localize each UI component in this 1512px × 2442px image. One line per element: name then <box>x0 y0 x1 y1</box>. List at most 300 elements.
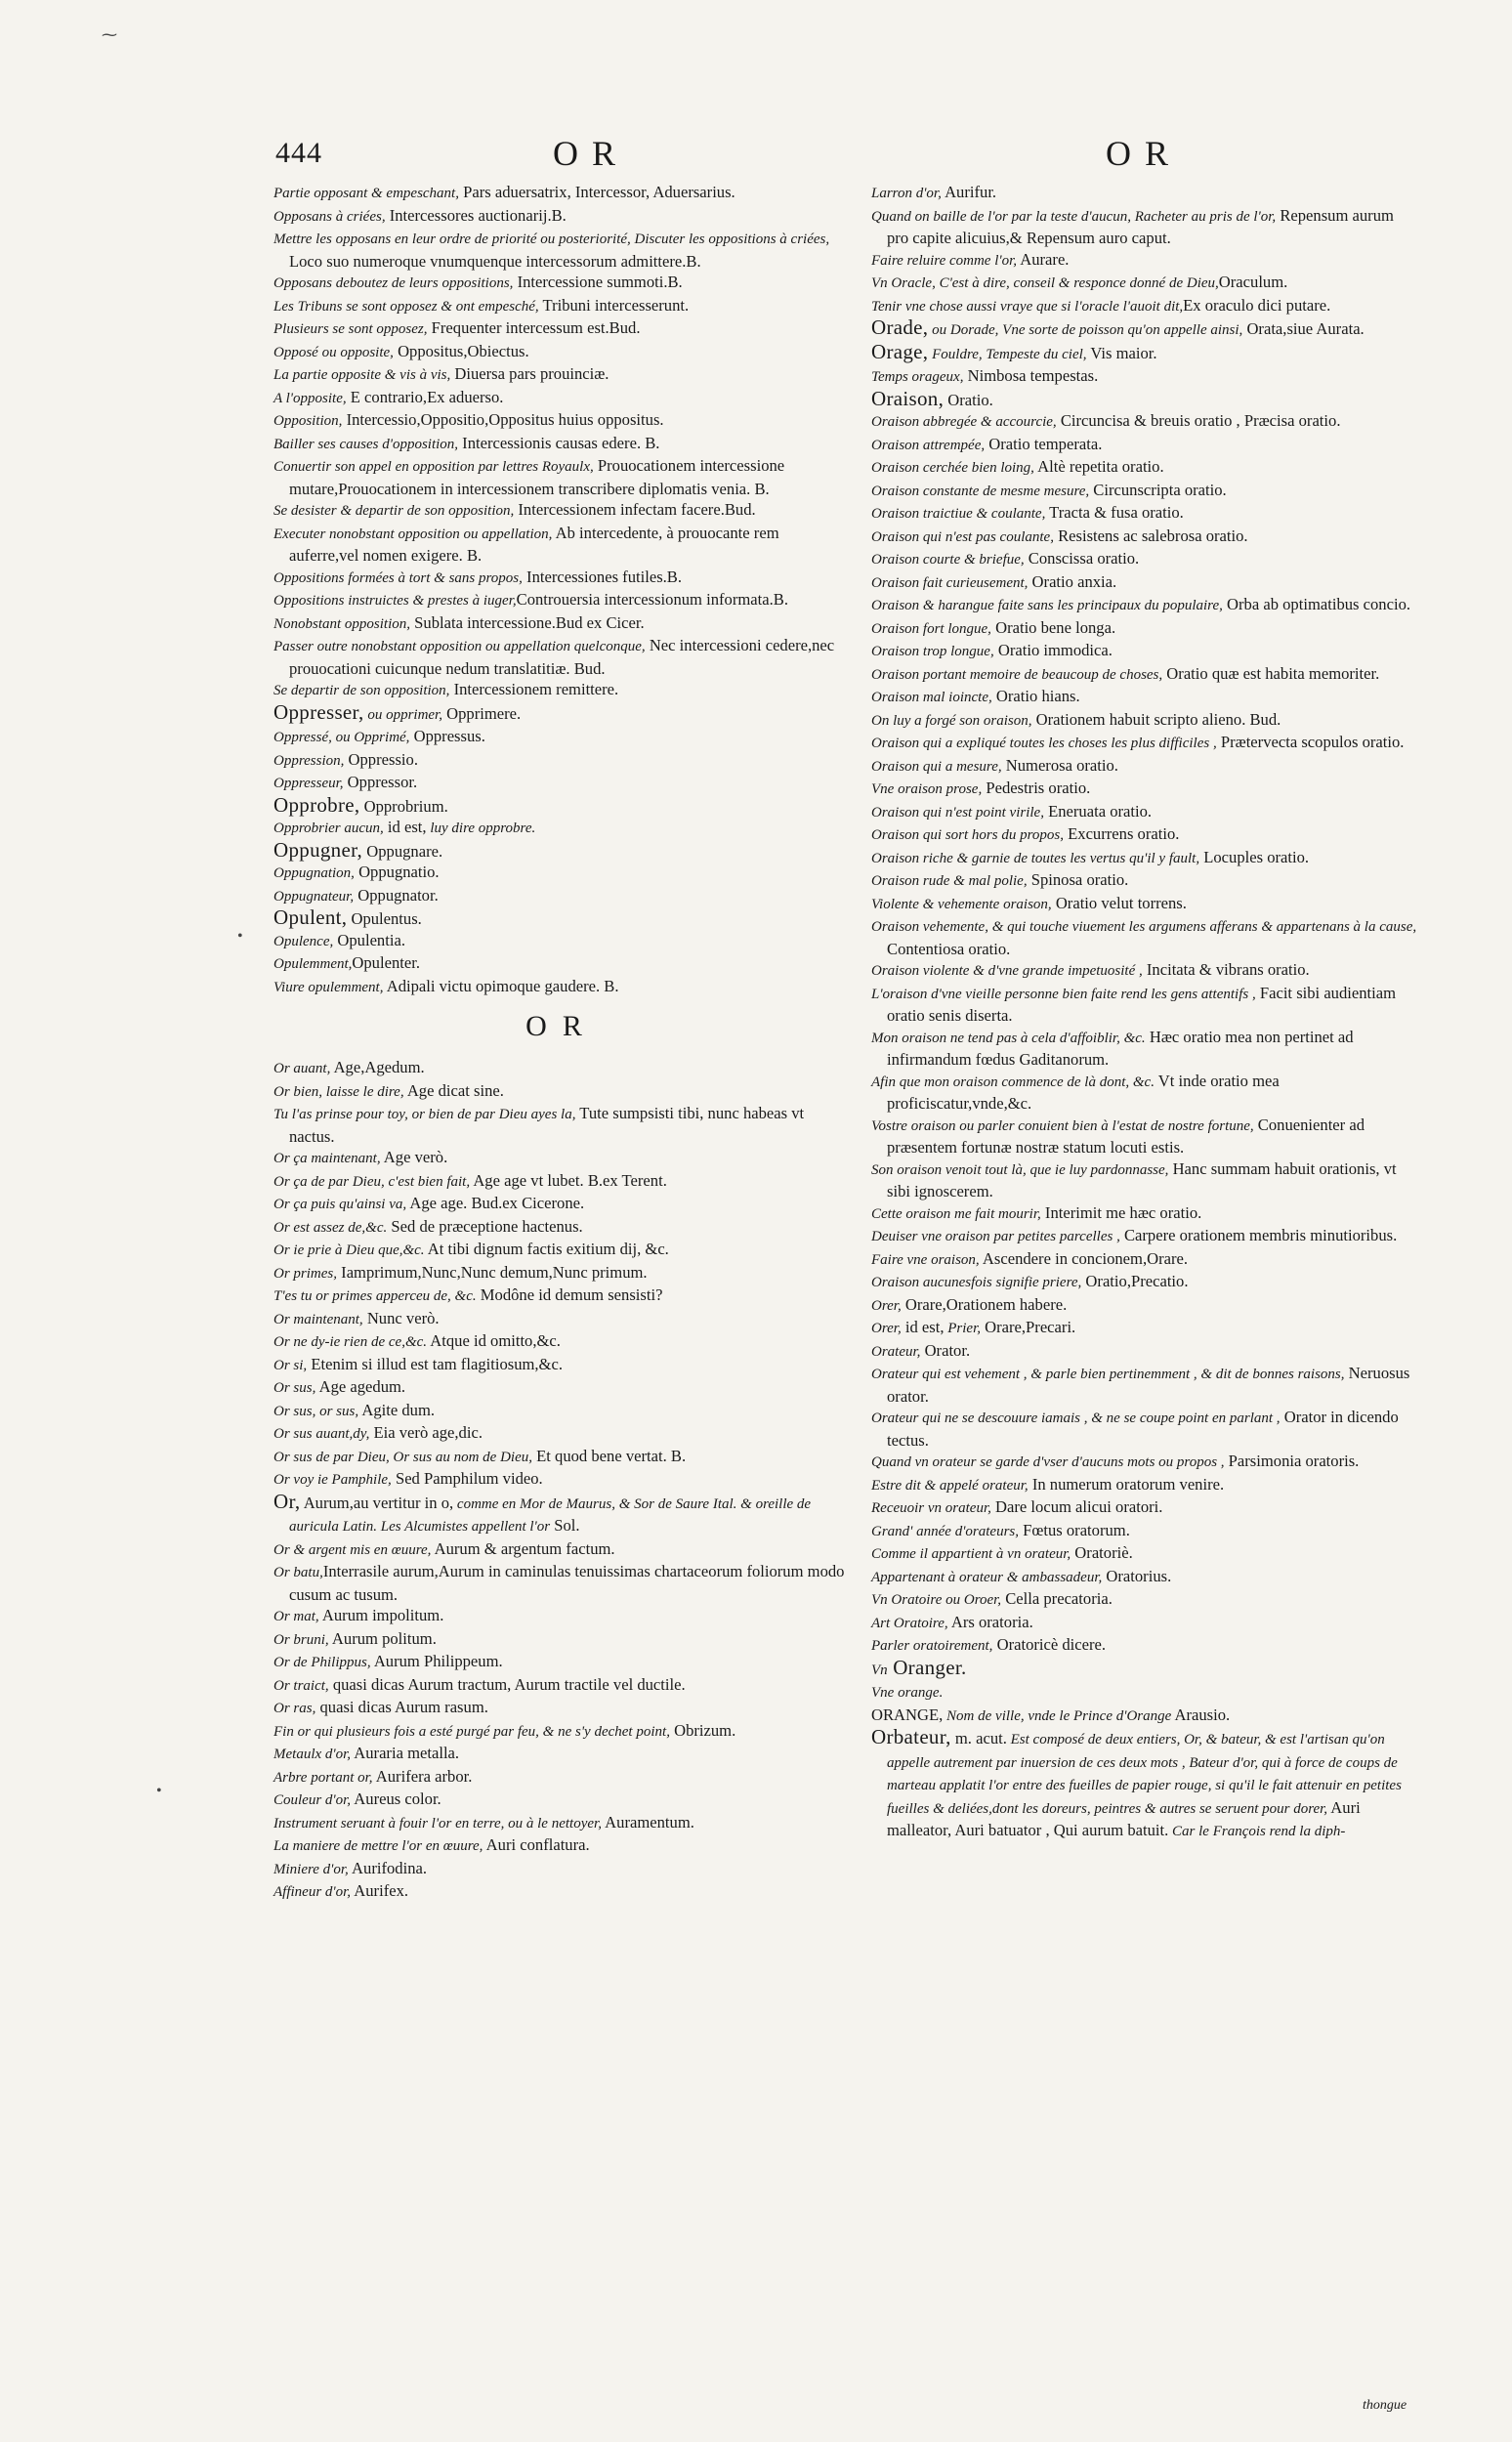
page-number: 444 <box>275 137 322 169</box>
latin-gloss: Aurifur. <box>941 183 997 201</box>
latin-gloss: Cella precatoria. <box>1001 1589 1113 1608</box>
dictionary-entry <box>273 817 850 840</box>
latin-gloss: Vis maior. <box>1086 343 1157 362</box>
latin-gloss: Conscissa oratio. <box>1024 549 1140 568</box>
latin-gloss: id est, <box>901 1318 945 1336</box>
french-gloss: Vne orange. <box>871 1685 944 1701</box>
french-gloss: La maniere de mettre l'or en œuure, <box>273 1838 483 1854</box>
latin-gloss: Sublata intercessione.Bud ex Cicer. <box>410 612 645 632</box>
latin-gloss: Tracta & fusa oratio. <box>1045 503 1184 522</box>
french-gloss: Oraison fort longue, <box>871 620 991 637</box>
french-gloss: Arbre portant or, <box>273 1769 373 1786</box>
french-gloss: Oraison & harangue faite sans les principaux du populaire, <box>871 598 1223 613</box>
dictionary-entry <box>273 1720 850 1744</box>
headword: Opprobre, <box>273 792 360 817</box>
latin-gloss: Oppressor. <box>343 773 418 791</box>
dictionary-entry <box>871 480 1418 503</box>
dictionary-entry <box>871 1271 1418 1294</box>
dictionary-entry <box>871 295 1418 318</box>
french-gloss: Cette oraison me fait mourir, <box>871 1205 1041 1222</box>
french-gloss: Oraison qui a expliqué toutes les choses les plus difficiles , <box>871 736 1217 751</box>
latin-gloss: Pars aduersatrix, Intercessor, Aduersarius. <box>458 183 735 201</box>
latin-gloss: Orationem habuit scripto alieno. Bud. <box>1031 709 1281 729</box>
french-gloss: Quand on baille de l'or par la teste d'aucun, Racheter au pris de l'or, <box>871 208 1277 225</box>
french-gloss: Appartenant à orateur & ambassadeur, <box>871 1569 1103 1585</box>
french-gloss: Oraison qui n'est point virile, <box>871 804 1044 821</box>
entries-oraison <box>871 182 1418 1843</box>
french-gloss: Or bruni, <box>273 1631 329 1648</box>
dictionary-entry <box>273 499 850 523</box>
latin-gloss: Oratio. <box>944 390 993 409</box>
french-gloss: Oppositions formées à tort & sans propos, <box>273 569 523 586</box>
latin-gloss: Auramentum. <box>601 1812 694 1832</box>
french-gloss: Oraison aucunesfois signifie priere, <box>871 1275 1082 1290</box>
dictionary-entry <box>871 272 1418 295</box>
dictionary-entry <box>871 410 1418 434</box>
french-gloss: Or est assez de,&c. <box>273 1219 388 1236</box>
french-gloss: Oraison portant memoire de beaucoup de choses, <box>871 666 1163 683</box>
latin-gloss: Oratoricè dicere. <box>992 1635 1107 1654</box>
latin-gloss: Incitata & vibrans oratio. <box>1142 960 1310 979</box>
latin-gloss: Controuersia intercessionum informata.B. <box>516 590 788 609</box>
french-gloss: Or ne dy-ie rien de ce,&c. <box>273 1334 428 1350</box>
dictionary-entry <box>871 1588 1418 1612</box>
latin-gloss: Auraria metalla. <box>351 1744 460 1762</box>
latin-gloss: Age dicat sine. <box>403 1080 504 1100</box>
dictionary-entry <box>871 456 1418 480</box>
latin-gloss: Ex oraculo dici putare. <box>1183 295 1331 315</box>
latin-gloss: Agite dum. <box>358 1400 436 1419</box>
french-gloss: Or de Philippus, <box>273 1655 371 1670</box>
dictionary-entry <box>871 365 1418 389</box>
latin-gloss: Sed de præceptione hactenus. <box>387 1216 583 1236</box>
french-gloss: Oraison rude & mal polie, <box>871 873 1028 889</box>
latin-gloss: quasi dicas Aurum rasum. <box>315 1698 488 1716</box>
french-gloss: Opposé ou opposite, <box>273 344 394 360</box>
french-gloss: ou Dorade, Vne sorte de poisson qu'on appelle ainsi, <box>928 322 1243 338</box>
dictionary-entry <box>273 1628 850 1652</box>
dictionary-entry <box>273 1538 850 1562</box>
entries-opposition <box>273 182 850 998</box>
french-gloss: Mon oraison ne tend pas à cela d'affoiblir, &c. <box>871 1030 1146 1046</box>
latin-gloss: Oppressus. <box>409 727 485 745</box>
dictionary-entry <box>273 1422 850 1446</box>
latin-gloss: Oraculum. <box>1218 273 1288 291</box>
dictionary-entry <box>273 1766 850 1789</box>
latin-gloss: Hæc oratio mea non pertinet ad infirmandum fœdus Gaditanorum. <box>887 1027 1354 1069</box>
french-gloss: Tu l'as prinse pour toy, or bien de par Dieu ayes la, <box>273 1107 576 1122</box>
french-gloss: Oppugnateur, <box>273 888 355 905</box>
dictionary-entry <box>273 885 850 908</box>
margin-mark: ⁓ <box>102 27 117 44</box>
dictionary-entry <box>273 976 850 999</box>
latin-gloss: Altè repetita oratio. <box>1033 457 1164 476</box>
latin-gloss: Intercessiones futiles.B. <box>522 567 683 586</box>
latin-gloss: Oratio hians. <box>991 687 1080 705</box>
latin-gloss: Intercessores auctionarij.B. <box>385 205 567 225</box>
french-gloss: Passer outre nonobstant opposition ou appellation quelconque, <box>273 639 646 654</box>
latin-gloss: Prouocationem intercessione mutare,Prouocationem in intercessionem transcribere diplomatis venia. B. <box>289 456 785 498</box>
french-gloss: Oppugnation, <box>273 865 355 881</box>
dictionary-entry <box>871 893 1418 916</box>
dictionary-entry <box>871 1027 1418 1071</box>
latin-gloss: Aureus color. <box>351 1789 441 1808</box>
french-gloss: Fin or qui plusieurs fois a esté purgé par feu, & ne s'y dechet point, <box>273 1723 670 1740</box>
dictionary-entry <box>273 1216 850 1240</box>
headword: Oppresser, <box>273 699 364 724</box>
latin-gloss: Orare,Orationem habere. <box>901 1294 1068 1314</box>
latin-gloss: Circuncisa & breuis oratio , Præcisa oratio. <box>1056 411 1341 430</box>
dictionary-entry <box>871 1634 1418 1658</box>
french-gloss: Oppressé, ou Opprimé, <box>273 730 410 745</box>
dictionary-entry <box>871 205 1418 249</box>
french-gloss: Or ça puis qu'ainsi va, <box>273 1197 407 1212</box>
latin-gloss: Eia verò age,dic. <box>369 1423 483 1442</box>
french-gloss: Oraison cerchée bien loing, <box>871 460 1034 476</box>
french-gloss: Or ras, <box>273 1701 316 1716</box>
french-gloss: Partie opposant & empeschant, <box>273 186 459 201</box>
dictionary-entry <box>871 317 1418 342</box>
french-gloss: Violente & vehemente oraison, <box>871 896 1052 912</box>
french-gloss: Orer, <box>871 1297 902 1314</box>
headword: Or, <box>273 1489 301 1513</box>
dictionary-entry <box>871 869 1418 893</box>
french-gloss: Affineur d'or, <box>273 1884 352 1900</box>
french-gloss: Oraison qui a mesure, <box>871 758 1002 775</box>
french-gloss: Oraison vehemente, & qui touche viuement les argumens afferans & appartenans à la cause, <box>871 919 1417 935</box>
latin-gloss: Oppugnator. <box>354 885 439 905</box>
french-gloss: On luy a forgé son oraison, <box>871 712 1032 729</box>
latin-gloss: Aurare. <box>1017 249 1070 269</box>
dictionary-entry <box>871 548 1418 571</box>
latin-gloss: Hanc summam habuit orationis, vt sibi ignoscerem. <box>887 1158 1397 1200</box>
dictionary-entry <box>871 732 1418 755</box>
headword: Orade, <box>871 316 929 339</box>
latin-gloss: E contrario,Ex aduerso. <box>346 387 504 406</box>
latin-gloss: Interrasile aurum,Aurum in caminulas tenuissimas chartaceorum foliorum modo cusum ac tusum. <box>289 1562 845 1604</box>
latin-gloss: Circunscripta oratio. <box>1089 480 1227 499</box>
french-gloss: Opposans à criées, <box>273 208 386 225</box>
latin-gloss: Fœtus oratorum. <box>1019 1520 1130 1539</box>
dictionary-entry <box>273 749 850 773</box>
dictionary-entry <box>871 709 1418 733</box>
dictionary-entry <box>871 526 1418 549</box>
latin-gloss: Oratio velut torrens. <box>1051 893 1187 912</box>
french-gloss: Or ie prie à Dieu que,&c. <box>273 1242 425 1258</box>
french-gloss: Oraison abbregée & accourcie, <box>871 414 1057 430</box>
latin-gloss: Oppugnatio. <box>354 863 440 881</box>
french-gloss: Orer, <box>871 1321 902 1336</box>
latin-gloss: Carpere orationem membris minutioribus. <box>1119 1226 1398 1244</box>
french-gloss: Grand' année d'orateurs, <box>871 1523 1019 1539</box>
latin-gloss: Frequenter intercessum est.Bud. <box>427 318 641 337</box>
latin-gloss: Age age vt lubet. B.ex Terent. <box>470 1170 667 1190</box>
french-gloss: Son oraison venoit tout là, que ie luy pardonnasse, <box>871 1161 1169 1178</box>
french-gloss: Opulence, <box>273 933 334 949</box>
dictionary-entry <box>273 1858 850 1881</box>
dictionary-entry <box>871 1705 1418 1728</box>
latin-gloss: Oratio bene longa. <box>990 617 1116 637</box>
dictionary-entry <box>273 317 850 341</box>
dictionary-entry <box>273 952 850 976</box>
french-gloss: Or voy ie Pamphile, <box>273 1472 392 1488</box>
french-gloss: Tenir vne chose aussi vraye que si l'oracle l'auoit dit, <box>871 298 1184 315</box>
dictionary-entry <box>273 1789 850 1812</box>
french-gloss: Vn Oratoire ou Oroer, <box>871 1592 1002 1608</box>
dictionary-entry <box>273 1605 850 1628</box>
dictionary-entry <box>273 1103 850 1147</box>
dictionary-entry <box>273 387 850 410</box>
french-gloss: Mettre les opposans en leur ordre de priorité ou posteriorité, Discuter les oppositions à criées, <box>273 232 830 247</box>
latin-gloss: Aurum politum. <box>328 1628 437 1648</box>
french-gloss: Or maintenant, <box>273 1311 363 1327</box>
latin-gloss: Oppositus,Obiectus. <box>393 341 529 360</box>
latin-gloss: Opulentus. <box>347 909 422 928</box>
french-gloss: Se desister & departir de son opposition, <box>273 503 515 519</box>
margin-dot: • <box>237 928 243 945</box>
french-gloss: Oraison mal ioincte, <box>871 690 992 705</box>
latin-gloss: Sed Pamphilum video. <box>391 1469 543 1488</box>
dictionary-entry <box>273 1376 850 1400</box>
dictionary-entry <box>871 1340 1418 1364</box>
french-gloss: Parler oratoirement, <box>871 1638 993 1654</box>
french-gloss: Miniere d'or, <box>273 1861 349 1877</box>
french-gloss: Or sus, or sus, <box>273 1403 359 1419</box>
dictionary-entry <box>871 1681 1418 1705</box>
dictionary-entry <box>273 1674 850 1698</box>
french-gloss: Or ça maintenant, <box>273 1151 381 1166</box>
latin-gloss: Sol. <box>550 1516 580 1535</box>
dictionary-entry <box>273 182 850 205</box>
latin-gloss: Diuersa pars prouinciæ. <box>450 364 609 383</box>
french-gloss: Larron d'or, <box>871 186 942 201</box>
dictionary-entry <box>273 862 850 885</box>
french-gloss: Vn Oracle, C'est à dire, conseil & responce donné de Dieu, <box>871 275 1219 291</box>
latin-gloss: Obrizum. <box>669 1720 736 1740</box>
dictionary-entry <box>871 182 1418 205</box>
latin-gloss: Aurifodina. <box>348 1858 428 1877</box>
french-gloss: Quand vn orateur se garde d'vser d'aucuns mots ou propos , <box>871 1454 1225 1470</box>
latin-gloss: Contentiosa oratio. <box>887 939 1011 958</box>
dictionary-entry <box>871 686 1418 709</box>
dictionary-entry <box>871 594 1418 617</box>
french-gloss: Se departir de son opposition, <box>273 683 450 698</box>
headword: Oranger. <box>887 1655 967 1679</box>
dictionary-entry <box>871 1612 1418 1635</box>
dictionary-entry <box>273 930 850 953</box>
section-title: OR <box>525 1010 598 1042</box>
french-gloss: Or auant, <box>273 1061 331 1076</box>
french-gloss: Oraison qui n'est pas coulante, <box>871 528 1054 545</box>
french-gloss: Orateur qui ne se descouure iamais , & ne se coupe point en parlant , <box>871 1410 1281 1426</box>
latin-gloss: Orata,siue Aurata. <box>1242 319 1365 338</box>
headword: Orbateur, <box>871 1725 951 1748</box>
french-gloss: Orateur qui est vehement , & parle bien pertinemment , & dit de bonnes raisons, <box>871 1367 1345 1382</box>
french-gloss: Car le François rend la diph- <box>1168 1824 1346 1839</box>
french-gloss: Opposition, <box>273 413 343 429</box>
left-column <box>273 182 850 1904</box>
latin-gloss: Orator. <box>920 1340 971 1360</box>
latin-gloss: Loco suo numeroque vnumquenque intercessorum admittere.B. <box>289 251 701 271</box>
french-gloss: Les Tribuns se sont opposez & ont empesché, <box>273 298 539 315</box>
latin-gloss: Age age. Bud.ex Cicerone. <box>406 1194 585 1212</box>
latin-gloss: Oppressio. <box>344 749 418 769</box>
latin-gloss: Ab intercedente, à prouocante rem auferre,vel nomen exigere. B. <box>289 523 779 565</box>
french-gloss: Faire vne oraison, <box>871 1251 980 1268</box>
dictionary-entry <box>871 983 1418 1027</box>
dictionary-entry <box>273 1651 850 1674</box>
latin-gloss: Oratio temperata. <box>985 434 1103 453</box>
french-gloss: Oraison riche & garnie de toutes les vertus qu'il y fault, <box>871 850 1200 866</box>
dictionary-entry <box>871 847 1418 870</box>
latin-gloss: Prætervecta scopulos oratio. <box>1216 733 1405 751</box>
latin-gloss: Tute sumpsisti tibi, nunc habeas vt nactus. <box>289 1104 805 1146</box>
latin-gloss: Oratoriè. <box>1071 1543 1133 1562</box>
french-gloss: Deuiser vne oraison par petites parcelles , <box>871 1229 1120 1244</box>
dictionary-entry <box>871 502 1418 526</box>
dictionary-entry <box>871 1071 1418 1115</box>
french-gloss: Vn <box>871 1662 888 1678</box>
latin-gloss: Opulentia. <box>333 930 405 949</box>
latin-gloss: Modône id demum sensisti? <box>476 1285 663 1304</box>
latin-gloss: Tribuni intercesserunt. <box>538 295 690 315</box>
latin-gloss: Intercessionem infectam facere.Bud. <box>514 500 756 519</box>
dictionary-entry <box>273 1080 850 1104</box>
dictionary-entry <box>871 1202 1418 1226</box>
french-gloss: Faire reluire comme l'or, <box>871 252 1018 269</box>
french-gloss: Nom de ville, vnde le Prince d'Orange <box>943 1707 1172 1724</box>
french-gloss: Oraison traictiue & coulante, <box>871 506 1046 522</box>
running-head-right: OR <box>1106 134 1183 173</box>
dictionary-entry <box>273 792 850 818</box>
dictionary-entry <box>871 1158 1418 1202</box>
latin-gloss: Orator in dicendo tectus. <box>887 1408 1399 1450</box>
dictionary-entry <box>871 915 1418 959</box>
french-gloss: Orateur, <box>871 1343 921 1360</box>
french-gloss: Estre dit & appelé orateur, <box>871 1477 1029 1494</box>
latin-gloss: Excurrens oratio. <box>1063 824 1180 843</box>
french-gloss: Or ça de par Dieu, c'est bien fait, <box>273 1173 471 1190</box>
french-gloss: A l'opposite, <box>273 390 347 406</box>
headword: Opulent, <box>273 905 348 929</box>
french-gloss: Oraison trop longue, <box>871 644 994 659</box>
latin-gloss: Iamprimum,Nunc,Nunc demum,Nunc primum. <box>337 1262 648 1282</box>
dictionary-entry <box>273 455 850 499</box>
french-gloss: Or & argent mis en œuure, <box>273 1541 432 1558</box>
dictionary-entry <box>273 907 850 930</box>
french-gloss: Afin que mon oraison commence de là dont, &c. <box>871 1074 1155 1090</box>
dictionary-entry <box>273 1812 850 1835</box>
latin-gloss: Aurum Philippeum. <box>370 1652 503 1670</box>
dictionary-entry <box>871 640 1418 663</box>
dictionary-entry <box>273 1193 850 1216</box>
french-gloss: Nonobstant opposition, <box>273 615 411 632</box>
dictionary-entry <box>273 1308 850 1331</box>
latin-gloss: Parsimonia oratoris. <box>1224 1452 1360 1470</box>
french-gloss: Temps orageux, <box>871 369 964 385</box>
dictionary-entry <box>871 1317 1418 1340</box>
dictionary-entry <box>273 1354 850 1377</box>
latin-gloss: Arausio. <box>1171 1705 1231 1724</box>
dictionary-entry <box>273 726 850 749</box>
french-gloss: Or traict, <box>273 1677 329 1694</box>
dictionary-entry <box>871 1363 1418 1407</box>
dictionary-entry <box>273 523 850 567</box>
french-gloss: Est composé de deux entiers, Or, & bateur, & est l'artisan qu'on appelle autrement par inuersion de ces deux mots , Bateur d'or, qui à force de coups de marteau applatit l'or entre des fueilles de papier rouge, si qu'il le fait attenuir en petites fueilles & deliées,dont les doreurs, peintres & autres se seruent pour dorer, <box>887 1732 1402 1817</box>
french-gloss: Oraison violente & d'vne grande impetuosité , <box>871 963 1143 979</box>
french-gloss: Opulemment, <box>273 956 353 972</box>
dictionary-entry <box>273 1697 850 1720</box>
french-gloss: Or sus auant,dy, <box>273 1426 370 1442</box>
dictionary-entry <box>273 589 850 612</box>
dictionary-entry <box>871 339 1418 366</box>
french-gloss: Oppresseur, <box>273 776 344 791</box>
latin-gloss: Nimbosa tempestas. <box>963 366 1099 385</box>
latin-gloss: Oratio,Precatio. <box>1081 1272 1189 1290</box>
latin-gloss: Aurum impolitum. <box>318 1606 444 1624</box>
french-gloss: Vne oraison prose, <box>871 781 983 797</box>
french-gloss: L'oraison d'vne vieille personne bien faite rend les gens attentifs , <box>871 986 1256 1002</box>
dictionary-entry <box>273 1400 850 1423</box>
dictionary-entry <box>273 272 850 295</box>
latin-gloss: Resistens ac salebrosa oratio. <box>1053 526 1248 545</box>
french-gloss: Oraison courte & briefue, <box>871 552 1025 568</box>
dictionary-entry <box>273 1262 850 1285</box>
dictionary-entry <box>871 801 1418 824</box>
latin-gloss: Eneruata oratio. <box>1043 801 1153 821</box>
dictionary-entry <box>871 778 1418 801</box>
dictionary-entry <box>871 1451 1418 1474</box>
latin-gloss: Orare,Precari. <box>981 1318 1076 1336</box>
dictionary-entry <box>273 567 850 590</box>
latin-gloss: m. acut. <box>950 1729 1007 1747</box>
dictionary-entry <box>273 1170 850 1194</box>
latin-gloss: Oratio immodica. <box>993 641 1113 659</box>
french-gloss: ou opprimer, <box>363 706 442 723</box>
right-column <box>871 182 1418 1843</box>
dictionary-entry <box>871 1474 1418 1497</box>
latin-gloss: ORANGE, <box>871 1705 944 1724</box>
dictionary-entry <box>273 772 850 795</box>
dictionary-entry <box>871 1294 1418 1318</box>
latin-gloss: id est, <box>383 818 427 836</box>
latin-gloss: Oratio quæ est habita memoriter. <box>1162 663 1380 683</box>
french-gloss: Or sus de par Dieu, Or sus au nom de Dieu, <box>273 1449 532 1465</box>
french-gloss: Oraison qui sort hors du propos, <box>871 827 1064 843</box>
dictionary-entry <box>273 1147 850 1170</box>
french-gloss: Plusieurs se sont opposez, <box>273 321 428 337</box>
latin-gloss: Age verò. <box>380 1148 448 1166</box>
dictionary-entry <box>871 1225 1418 1248</box>
latin-gloss: Ars oratoria. <box>947 1612 1033 1631</box>
latin-gloss: Qui aurum batuit. <box>1049 1821 1169 1839</box>
dictionary-entry <box>871 1115 1418 1158</box>
french-gloss: Couleur d'or, <box>273 1792 352 1808</box>
french-gloss: Prier, <box>944 1321 981 1336</box>
latin-gloss: Spinosa oratio. <box>1027 870 1129 889</box>
french-gloss: Oraison fait curieusement, <box>871 574 1029 591</box>
dictionary-entry <box>273 1489 850 1538</box>
headword: Oraison, <box>871 386 945 410</box>
dictionary-entry <box>871 755 1418 779</box>
latin-gloss: Ascendere in concionem,Orare. <box>979 1248 1189 1268</box>
dictionary-entry <box>273 1743 850 1766</box>
latin-gloss: Facit sibi audientiam oratio senis diserta. <box>887 983 1397 1025</box>
latin-gloss: Intercessio,Oppositio,Oppositus huius oppositus. <box>342 410 664 429</box>
latin-gloss: Interimit me hæc oratio. <box>1040 1202 1202 1222</box>
margin-dot: • <box>156 1783 162 1799</box>
latin-gloss: Aurum,au vertitur in o, <box>300 1493 454 1512</box>
